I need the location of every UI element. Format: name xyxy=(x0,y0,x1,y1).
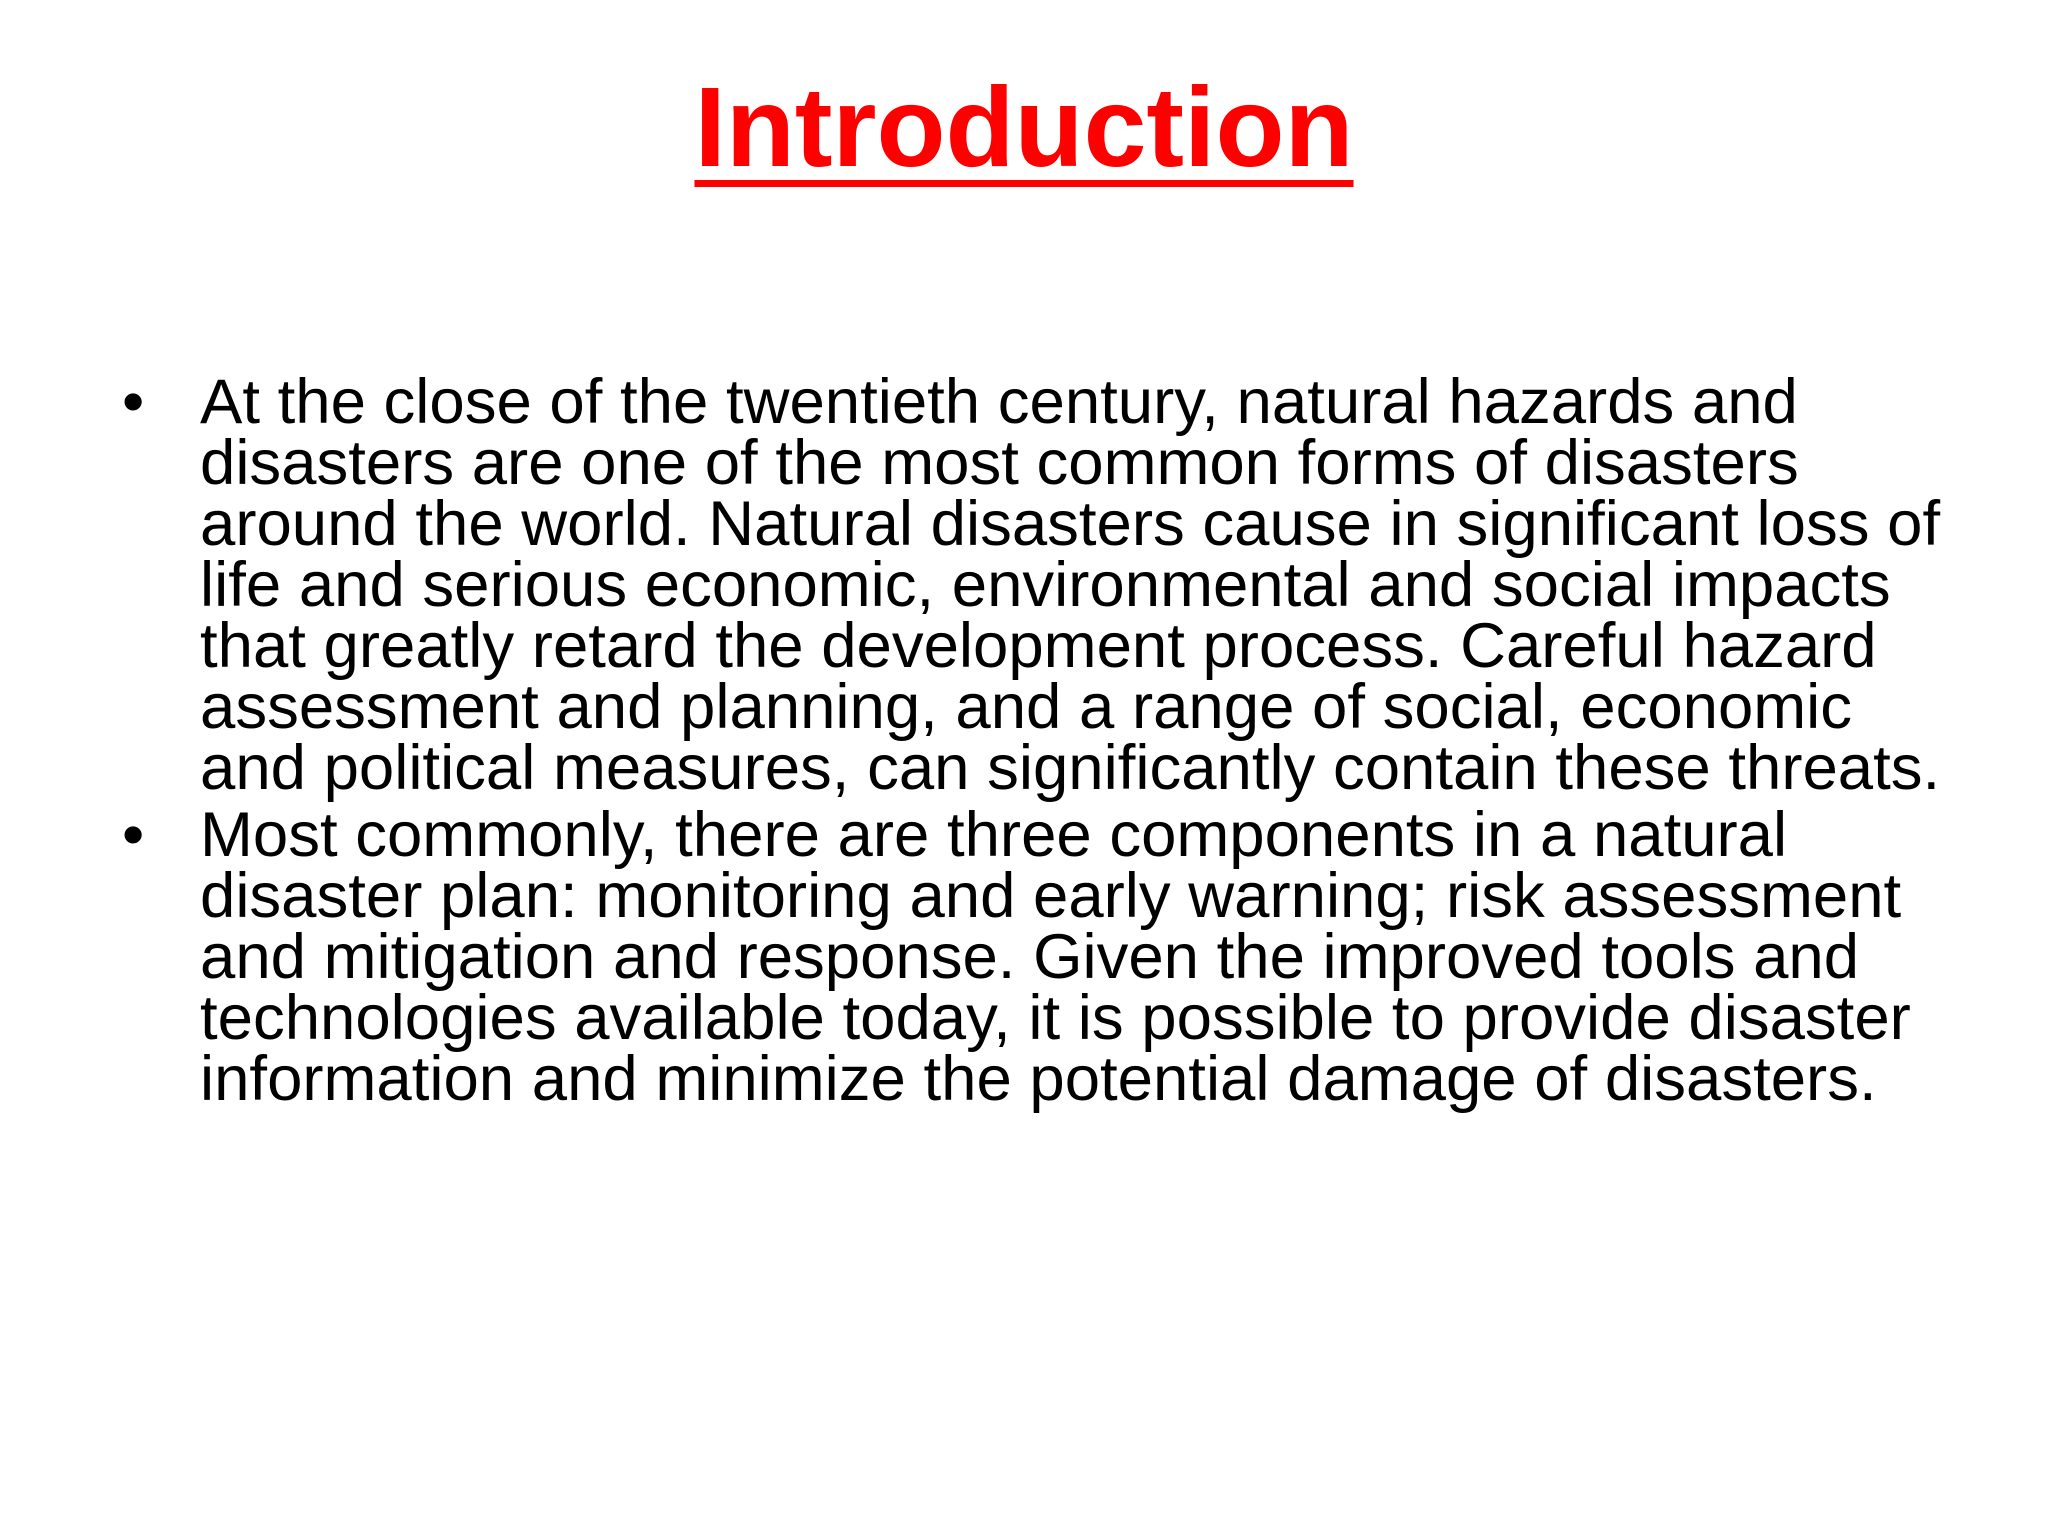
bullet-icon: • xyxy=(122,800,145,870)
bullet-item-2 xyxy=(0,800,1960,1114)
bullet-text: At the close of the twentieth century, natural hazards and disasters are one of the most common forms of disasters around the world. Natural disasters cause in significant loss of life and serious economic, environmental and social impacts that greatly retard the development process. Careful hazard assessment and planning, and a range of social, economic and political measures, can significantly contain these threats. xyxy=(200,367,1941,803)
bullet-item-1 xyxy=(0,367,1960,803)
slide-title: Introduction xyxy=(694,64,1354,190)
bullet-icon: • xyxy=(122,367,145,437)
bullet-list xyxy=(0,367,2048,1116)
bullet-text: Most commonly, there are three components in a natural disaster plan: monitoring and early warning; risk assessment and mitigation and response. Given the improved tools and technologies available today, it is possible to provide disaster information and minimize the potential damage of disasters. xyxy=(200,800,1911,1114)
